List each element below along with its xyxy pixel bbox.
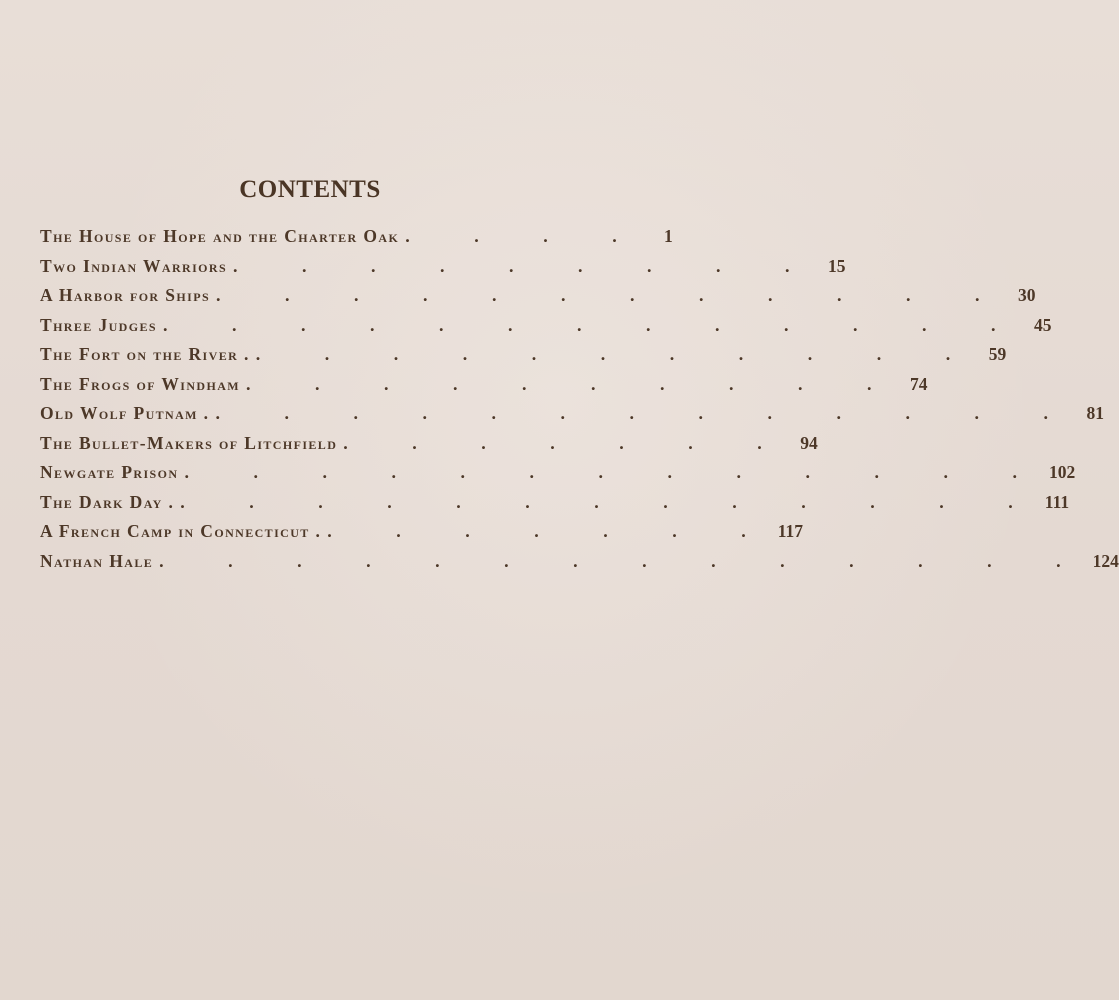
toc-entry-title: Three Judges: [40, 314, 157, 335]
toc-entry: [40, 311, 1052, 341]
table-of-contents: [40, 222, 1119, 576]
toc-entry-page: 81: [1086, 403, 1104, 424]
dot-leader: . . . . . . . . . . . . .: [180, 491, 1043, 512]
toc-entry: [40, 370, 928, 400]
toc-entry-page: 94: [800, 432, 818, 453]
toc-entry: [40, 281, 1036, 311]
toc-entry-title: The Frogs of Windham: [40, 373, 241, 394]
toc-entry-title: The Bullet-Makers of Litchfield: [40, 432, 338, 453]
toc-entry-title: The House of Hope and the Charter Oak: [40, 226, 400, 247]
toc-entry: [40, 458, 1076, 488]
toc-entry-title: A Harbor for Ships: [40, 285, 211, 306]
toc-entry: [40, 252, 846, 282]
toc-entry: [40, 488, 1070, 518]
toc-entry: [40, 547, 1119, 577]
dot-leader: . . . . . . . . . . . . .: [162, 314, 1026, 335]
dot-leader: . . . . . . .: [327, 521, 776, 542]
toc-entry: [40, 340, 1007, 370]
dot-leader: . . . . . . . . . . . . . .: [159, 550, 1091, 571]
dot-leader: . . . .: [405, 226, 647, 247]
toc-entry-page: 1: [663, 226, 673, 247]
toc-entry-title: The Dark Day .: [40, 491, 175, 512]
toc-entry-page: 124: [1092, 550, 1119, 571]
toc-entry: [40, 429, 818, 459]
toc-entry-title: The Fort on the River .: [40, 344, 250, 365]
dot-leader: . . . . . . . . . .: [246, 373, 902, 394]
toc-entry-title: A French Camp in Connecticut .: [40, 521, 322, 542]
contents-heading: CONTENTS: [239, 176, 381, 203]
toc-entry-page: 111: [1044, 491, 1070, 512]
toc-entry: [40, 222, 673, 252]
toc-entry-title: Old Wolf Putnam .: [40, 403, 210, 424]
toc-entry-page: 15: [828, 255, 846, 276]
dot-leader: . . . . . . . . . . . . .: [184, 462, 1047, 483]
toc-entry-page: 59: [988, 344, 1007, 365]
dot-leader: . . . . . . . . . . .: [255, 344, 981, 365]
toc-entry-page: 30: [1018, 285, 1036, 306]
toc-entry-page: 45: [1033, 314, 1052, 335]
dot-leader: . . . . . . . . . . . . .: [215, 403, 1078, 424]
toc-entry-page: 117: [777, 521, 804, 542]
toc-entry-page: 102: [1048, 462, 1076, 483]
toc-entry-title: Newgate Prison: [40, 462, 179, 483]
dot-leader: . . . . . . . . .: [233, 255, 820, 276]
toc-entry: [40, 517, 804, 547]
toc-entry-title: Two Indian Warriors: [40, 255, 228, 276]
toc-entry: [40, 399, 1104, 429]
toc-entry-title: Nathan Hale: [40, 550, 154, 571]
dot-leader: . . . . . . . . . . . .: [216, 285, 1010, 306]
dot-leader: . . . . . . .: [343, 432, 792, 453]
toc-entry-page: 74: [910, 373, 928, 394]
